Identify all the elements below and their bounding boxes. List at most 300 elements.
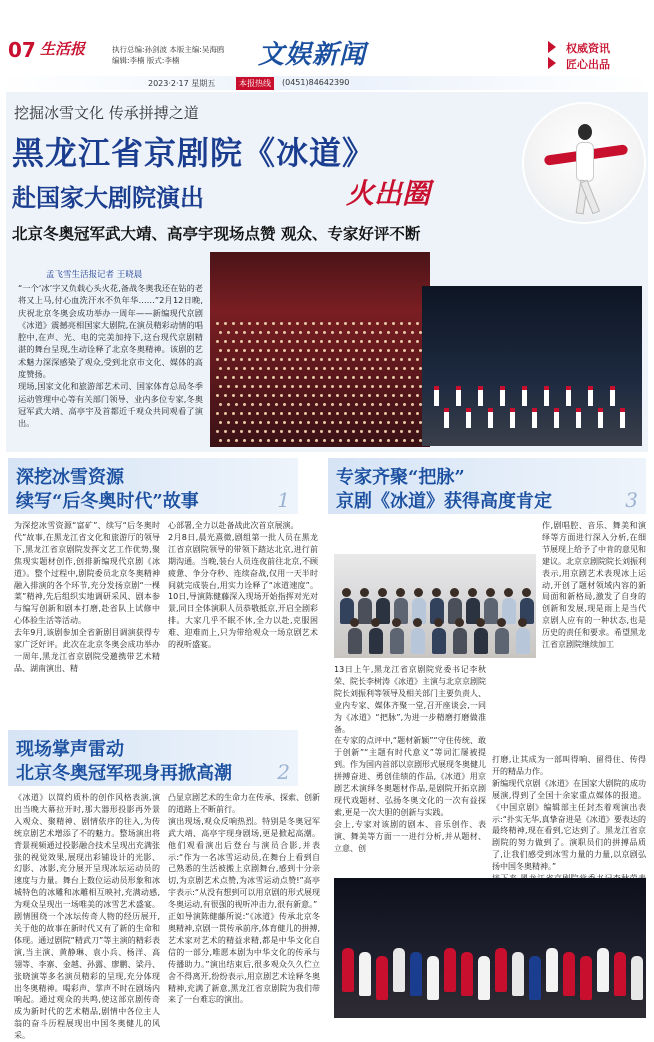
audience-dot: [235, 367, 238, 370]
audience-dot: [283, 421, 286, 424]
audience-dot: [264, 358, 267, 361]
audience-dot: [267, 367, 270, 370]
audience-dot: [243, 439, 246, 442]
audience-dot: [259, 349, 262, 352]
audience-dot: [347, 331, 350, 334]
audience-dot: [296, 430, 299, 433]
audience-dot: [251, 421, 254, 424]
audience-dot: [363, 349, 366, 352]
audience-dot: [368, 376, 371, 379]
staff-line-1: 执行总编:孙剑波 本版主编:吴海鸥: [112, 45, 225, 54]
audience-dot: [283, 331, 286, 334]
audience-dot: [368, 340, 371, 343]
audience-dot: [272, 394, 275, 397]
audience-dot: [395, 331, 398, 334]
audience-dot: [315, 385, 318, 388]
audience-dot: [283, 439, 286, 442]
audience-dot: [320, 358, 323, 361]
audience-dot: [371, 349, 374, 352]
audience-dot: [232, 412, 235, 415]
audience-dot: [360, 430, 363, 433]
audience-dot: [259, 367, 262, 370]
audience-dot: [376, 358, 379, 361]
cast-member: [580, 956, 592, 1000]
audience-dot: [355, 367, 358, 370]
audience-dot: [336, 376, 339, 379]
audience-dot: [251, 349, 254, 352]
audience-dot: [264, 322, 267, 325]
audience-dot: [227, 403, 230, 406]
audience-dot: [272, 358, 275, 361]
audience-dot: [339, 331, 342, 334]
audience-dot: [248, 412, 251, 415]
audience-dot: [312, 322, 315, 325]
audience-dot: [280, 322, 283, 325]
issue-date: 2023·2·17 星期五: [148, 79, 216, 88]
group-person: [369, 628, 383, 654]
cast-member: [359, 952, 371, 996]
audience-dot: [416, 430, 419, 433]
audience-dot: [368, 358, 371, 361]
audience-dot: [256, 430, 259, 433]
audience-dot: [328, 358, 331, 361]
audience-dot: [307, 349, 310, 352]
audience-dot: [235, 403, 238, 406]
group-person: [516, 628, 530, 654]
audience-dot: [275, 331, 278, 334]
audience-dot: [360, 394, 363, 397]
audience-dot: [291, 367, 294, 370]
audience-dot: [216, 412, 219, 415]
audience-dot: [411, 421, 414, 424]
audience-dot: [384, 430, 387, 433]
audience-dot: [219, 403, 222, 406]
audience-dot: [403, 421, 406, 424]
audience-dot: [355, 439, 358, 442]
audience-dot: [304, 322, 307, 325]
audience-dot: [299, 421, 302, 424]
audience-dot: [331, 385, 334, 388]
group-person-head: [455, 618, 464, 627]
audience-dot: [408, 394, 411, 397]
section3-title-line2: 京剧《冰道》获得高度肯定: [336, 491, 552, 512]
cast-member: [597, 948, 609, 992]
audience-dot: [312, 358, 315, 361]
audience-dot: [360, 412, 363, 415]
audience-dot: [347, 421, 350, 424]
headline-line-2: 赴国家大剧院演出: [12, 184, 204, 212]
performer-figure: [588, 386, 593, 406]
audience-dot: [368, 322, 371, 325]
audience-dot: [307, 367, 310, 370]
audience-dot: [259, 421, 262, 424]
audience-dot: [368, 412, 371, 415]
headline-line-1: 黑龙江省京剧院《冰道》: [12, 134, 376, 172]
audience-dot: [224, 430, 227, 433]
audience-dot: [256, 322, 259, 325]
audience-dot: [416, 412, 419, 415]
cast-member: [495, 948, 507, 992]
audience-dot: [275, 367, 278, 370]
byline: 孟飞雪生活报记者 王晓晨: [46, 270, 143, 280]
audience-dot: [219, 349, 222, 352]
audience-dot: [296, 412, 299, 415]
audience-dot: [371, 367, 374, 370]
audience-dot: [339, 385, 342, 388]
audience-dot: [280, 376, 283, 379]
audience-dot: [267, 421, 270, 424]
audience-dot: [344, 394, 347, 397]
group-person-head: [342, 588, 351, 597]
audience-dot: [219, 331, 222, 334]
audience-dot: [352, 376, 355, 379]
audience-dot: [320, 394, 323, 397]
group-person: [432, 628, 446, 654]
audience-dot: [328, 340, 331, 343]
audience-dot: [411, 367, 414, 370]
group-person: [358, 598, 372, 624]
audience-dot: [336, 358, 339, 361]
audience-dot: [323, 421, 326, 424]
audience-dot: [403, 439, 406, 442]
group-person: [453, 628, 467, 654]
group-person-head: [497, 618, 506, 627]
audience-dot: [411, 403, 414, 406]
group-person-head: [396, 588, 405, 597]
audience-dot: [336, 322, 339, 325]
group-person-head: [504, 588, 513, 597]
section1-number: 1: [277, 488, 290, 512]
section1-heading: [8, 458, 298, 514]
audience-dot: [240, 340, 243, 343]
audience-dot: [403, 403, 406, 406]
audience-dot: [347, 349, 350, 352]
audience-dot: [267, 385, 270, 388]
performer-figure: [620, 408, 625, 428]
group-person-head: [476, 618, 485, 627]
audience-dot: [344, 376, 347, 379]
audience-dot: [264, 340, 267, 343]
audience-dot: [360, 322, 363, 325]
audience-dot: [352, 412, 355, 415]
audience-dot: [352, 340, 355, 343]
audience-dot: [227, 349, 230, 352]
group-person: [348, 628, 362, 654]
audience-dot: [304, 358, 307, 361]
audience-dot: [416, 376, 419, 379]
audience-dot: [320, 430, 323, 433]
stage-performance-photo: [422, 286, 642, 446]
audience-dot: [352, 430, 355, 433]
audience-dot: [392, 340, 395, 343]
audience-dot: [307, 331, 310, 334]
audience-dot: [379, 367, 382, 370]
audience-dot: [264, 394, 267, 397]
performer-figure: [522, 386, 527, 406]
audience-dot: [280, 358, 283, 361]
audience-dot: [392, 322, 395, 325]
section1-title-line2: 续写“后冬奥时代”故事: [16, 491, 199, 512]
dancer-photo: [522, 102, 646, 224]
group-person-head: [434, 618, 443, 627]
cast-member: [444, 948, 456, 992]
audience-dot: [224, 358, 227, 361]
audience-dot: [376, 376, 379, 379]
audience-dot: [267, 403, 270, 406]
audience-dot: [288, 358, 291, 361]
audience-dot: [379, 349, 382, 352]
group-person-head: [450, 588, 459, 597]
section-title: 文娱新闻: [258, 40, 367, 70]
expert-group-photo: [334, 554, 536, 658]
audience-dot: [272, 430, 275, 433]
arrow-icon: [548, 57, 556, 69]
cast-member: [410, 952, 422, 996]
audience-dot: [320, 376, 323, 379]
audience-dot: [243, 385, 246, 388]
cast-member: [614, 952, 626, 996]
audience-dot: [371, 421, 374, 424]
audience-dot: [248, 430, 251, 433]
section2-title-line2: 北京冬奥冠军现身再掀高潮: [16, 763, 232, 784]
audience-dot: [248, 358, 251, 361]
audience-dot: [328, 430, 331, 433]
cast-member: [461, 952, 473, 996]
audience-dot: [371, 385, 374, 388]
audience-dot: [320, 340, 323, 343]
audience-dot: [272, 412, 275, 415]
top-story-kicker: 挖掘冰雪文化 传承拼搏之道: [14, 104, 199, 122]
audience-dot: [323, 331, 326, 334]
audience-dot: [392, 358, 395, 361]
cast-member: [342, 948, 354, 992]
section1-text-col1: 为深挖冰雪资源“富矿”、续写“后冬奥时代”故事,在黑龙江省文化和旅游厅的领导下,黑龙江省京剧院发挥文艺工作优势,聚焦现实题材创作,创排新编现代京剧《冰道》。整个过程中,剧院委员北京冬奥精神融入排演的各个环节,充分发扬京剧“一棵菜”精神,先后组织实地调研采风、剧本参与编写创新和剧本打磨,赴省队上试修中心体验生活等活动。 去年9月,该剧参加全省新剧目调演获得专家广泛好评。此次在北京冬奥会成功举办一周年,黑龙江省京剧院受邀携带艺术精品、湖南演出、精: [14, 521, 160, 673]
audience-dot: [323, 349, 326, 352]
audience-dot: [259, 331, 262, 334]
group-person-head: [468, 588, 477, 597]
section3-number: 3: [625, 488, 638, 512]
audience-dot: [360, 376, 363, 379]
audience-dot: [344, 430, 347, 433]
audience-dot: [363, 403, 366, 406]
audience-dot: [299, 403, 302, 406]
section1-text-col2: 心部署,全力以赴备战此次首京展演。 2月8日,晨光熹微,剧组第一批人员在黑龙江省京剧院领导的带领下踏达北京,进行前期沟通。当晚,装台人员连夜前往北京,不顾疲惫、争分夺秒、连续奋战,仅用一天半时间就完成装台,用实力诠释了“冰道速度”。10日,导演陈健藤深入现场开始指挥对光对景,同日全体演职人员恭敬抵京,开启全剧彩排。大家几乎不眠不休,全力以赴,克服困难、迎难而上,只为带给观众一场京剧艺术的视听盛宴。: [168, 521, 318, 650]
audience-dot: [408, 376, 411, 379]
section3-text-right2: 打磨,让其成为一部叫得响、留得住、传得开的精品力作。 新编现代京剧《冰道》在国家大剧院的成功展演,得到了全国十余家重点媒体的报道。《中国京剧》编辑部主任封杰着观演出表示:“扑实无华,真挚奋进是《冰道》要表达的最终精神,现在看到,它达到了。黑龙江省京剧院的努力做到了。演职员们的拼搏品质了,让我们感受到冰雪力量的力量,以京剧弘扬中国冬奥精神。”: [492, 755, 646, 872]
audience-dot: [219, 439, 222, 442]
audience-dot: [411, 439, 414, 442]
audience-dot: [395, 367, 398, 370]
audience-dot: [240, 430, 243, 433]
audience-dot: [336, 394, 339, 397]
group-person-head: [360, 588, 369, 597]
audience-dot: [387, 349, 390, 352]
audience-dot: [379, 403, 382, 406]
audience-dot: [395, 349, 398, 352]
audience-dot: [248, 322, 251, 325]
audience-dot: [395, 385, 398, 388]
audience-dot: [296, 358, 299, 361]
audience-dot: [339, 421, 342, 424]
audience-dot: [272, 322, 275, 325]
audience-dot: [243, 367, 246, 370]
audience-dot: [235, 331, 238, 334]
performer-figure: [434, 386, 439, 406]
cast-member: [393, 948, 405, 992]
audience-dot: [328, 322, 331, 325]
audience-dot: [320, 322, 323, 325]
audience-dot: [240, 322, 243, 325]
audience-dot: [400, 412, 403, 415]
audience-dot: [323, 403, 326, 406]
audience-dot: [355, 421, 358, 424]
audience-dot: [363, 367, 366, 370]
audience-dot: [363, 385, 366, 388]
performer-figure: [598, 408, 603, 428]
audience-dot: [379, 385, 382, 388]
audience-dot: [376, 412, 379, 415]
audience-dot: [339, 403, 342, 406]
audience-dot: [312, 394, 315, 397]
audience-dot: [280, 340, 283, 343]
audience-dot: [379, 421, 382, 424]
cast-member: [546, 948, 558, 992]
audience-dot: [411, 331, 414, 334]
audience-dot: [355, 385, 358, 388]
audience-dot: [288, 322, 291, 325]
curtain-call-photo: [334, 878, 646, 1018]
audience-dot: [312, 430, 315, 433]
audience-dot: [235, 385, 238, 388]
audience-dot: [400, 358, 403, 361]
audience-dot: [408, 358, 411, 361]
audience-dot: [280, 430, 283, 433]
audience-dot: [339, 349, 342, 352]
audience-dot: [272, 340, 275, 343]
audience-dot: [227, 421, 230, 424]
audience-dot: [227, 439, 230, 442]
audience-dot: [272, 376, 275, 379]
audience-dot: [416, 340, 419, 343]
group-person: [474, 628, 488, 654]
section2-title-line1: 现场掌声雷动: [16, 739, 124, 760]
audience-dot: [400, 376, 403, 379]
audience-dot: [400, 340, 403, 343]
audience-dot: [296, 322, 299, 325]
audience-dot: [275, 349, 278, 352]
audience-dot: [392, 376, 395, 379]
audience-dot: [416, 358, 419, 361]
audience-dot: [235, 349, 238, 352]
group-person-head: [371, 618, 380, 627]
audience-dot: [416, 322, 419, 325]
audience-dot: [240, 394, 243, 397]
section2-text-col1: 《冰道》以简约质朴的创作风格表演,演出当晚大幕拉开时,那大器形投影再外景入观众、聚精神、剧情依序的往入,为传统京剧艺术增添了不的魅力。整场演出将背景视频通过投影融合技术呈现出充满张张的视觉效果,展现出彩铺设计的光影、幻影、冰影,充分展开呈现冰坛运动员的速度与力量。舞台上数位运动员形象和冰城特色的冰雕和冰雕相互映衬,充满动感,为观众呈现出一场唯美的冰雪艺术盛宴。剧情围绕一个冰坛传奇人物的经历展开,关于他的故事在新时代又有了新的生命和体现。通过剧院“精武刀”等主演的精彩表演,当主演、黄静琳、袁小兵、杨洋、高翎等、李寨、金越、孙露、廖鹏、梁丹、张晓演等多名演员精彩的呈现,充分体现出冬奥精神。喝彩声、掌声不时在剧场内响起。通过观众的共鸣,使这部京剧传奇成为新时代的艺术精品,剧情中各位主人翁的奋斗历程展现出中国冬奥健儿的风采。: [14, 793, 160, 1041]
section3-title-line1: 专家齐聚“把脉”: [336, 467, 465, 488]
audience-dot: [216, 394, 219, 397]
audience-dot: [408, 412, 411, 415]
audience-dot: [264, 412, 267, 415]
audience-dot: [299, 349, 302, 352]
audience-dot: [256, 358, 259, 361]
audience-dot: [232, 376, 235, 379]
group-person-head: [432, 588, 441, 597]
audience-dot: [363, 331, 366, 334]
audience-dot: [323, 385, 326, 388]
audience-dot: [275, 403, 278, 406]
audience-dot: [384, 376, 387, 379]
audience-dot: [312, 376, 315, 379]
cast-member: [427, 956, 439, 1000]
group-person-head: [378, 588, 387, 597]
top-story-subhead: 北京冬奥冠军武大靖、高亭宇现场点赞 观众、专家好评不断: [12, 224, 421, 243]
slogan-line-1: 权威资讯: [566, 42, 610, 55]
group-person-head: [414, 588, 423, 597]
group-person: [484, 598, 498, 624]
audience-dot: [219, 385, 222, 388]
audience-dot: [347, 385, 350, 388]
audience-dot: [368, 394, 371, 397]
audience-dot: [296, 376, 299, 379]
group-person-head: [522, 588, 531, 597]
section3-text-right: 作,剧唱腔、音乐、舞美和演绎等方面进行深入分析,在细节展现上给予了中肯的意见和建议。北京京剧院院长刘振利表示,用京剧艺术表现冰上运动,开创了题材领域内容的新局面和新格局,激发了自身的创新和发展,现是雨上是当代京剧人应有的一种状态,也是历史的责任和要求。希望黑龙江省京剧院继续加工: [542, 521, 646, 650]
audience-dot: [232, 394, 235, 397]
audience-dot: [224, 376, 227, 379]
audience-dot: [384, 394, 387, 397]
group-person-head: [392, 618, 401, 627]
audience-dot: [288, 394, 291, 397]
performer-figure: [456, 386, 461, 406]
audience-dot: [256, 394, 259, 397]
audience-dot: [328, 376, 331, 379]
audience-dot: [275, 421, 278, 424]
audience-dot: [320, 412, 323, 415]
audience-dot: [403, 367, 406, 370]
audience-dot: [387, 403, 390, 406]
audience-dot: [304, 412, 307, 415]
audience-dot: [395, 439, 398, 442]
audience-dot: [376, 322, 379, 325]
performer-figure: [566, 386, 571, 406]
audience-dot: [384, 412, 387, 415]
audience-dot: [267, 349, 270, 352]
audience-dot: [291, 439, 294, 442]
audience-dot: [251, 403, 254, 406]
audience-dot: [224, 322, 227, 325]
audience-dot: [363, 421, 366, 424]
audience-dot: [384, 358, 387, 361]
performer-figure: [544, 386, 549, 406]
performer-figure: [444, 408, 449, 428]
section3-text-mid: 13日上午,黑龙江省京剧院党委书记李秋荣、院长李树涛《冰道》主演与北京京剧院院长刘振利等领导及相关部门主要负责人、业内专家、媒体齐聚一堂,召开座谈会,一同为《冰道》“把脉”,为进一步精磨打磨做准备。 在专家的点评中,“题材新颖”“守住传统、敢于创新”“主题有时代意义”等词汇屡被提到。作为国内首部以京剧形式展现冬奥健儿拼搏奋进、勇创佳绩的作品,《冰道》用京剧艺术演绎冬奥题材作品,是剧院开拓京剧现代戏题材、弘扬冬奥文化的一次有益探索,更是一次大胆的创新与实践。 会上,专家对该剧的剧本、音乐创作、表演、舞美等方面一一进行分析,并从题材、立意、创: [334, 665, 486, 853]
audience-dot: [347, 367, 350, 370]
audience-dot: [368, 430, 371, 433]
audience-dot: [371, 439, 374, 442]
cast-member: [563, 952, 575, 996]
hotline-label: 本报热线: [236, 77, 274, 90]
audience-dot: [307, 385, 310, 388]
audience-dot: [392, 394, 395, 397]
cast-member: [631, 956, 643, 1000]
audience-dot: [259, 385, 262, 388]
audience-dot: [243, 331, 246, 334]
audience-dot: [264, 430, 267, 433]
audience-dot: [352, 322, 355, 325]
audience-dot: [376, 430, 379, 433]
lead-paragraph: “一个‘冰’字又负载心头火花,备战冬奥我还在钻的老将又上马,付心血洗汗水不负年华……”2月12日晚,庆祝北京冬奥会成功举办一周年——新编现代京剧《冰道》震撼亮相国家大剧院,在演员精彩动情的唱腔中,在声、光、电的完美加持下,这台现代京剧精湛的舞台呈现,生动诠释了北京冬奥精神。该剧的艺术魅力深深感染了观众,受到北京市文化、媒体的高度赞扬。 现场,国家文化和旅游部艺术司、国家体育总局冬季运动管理中心等有关部门领导、业内多位专家,冬奥冠军武大靖、高亭宇及首都近千观众共同观看了演出。: [18, 283, 203, 429]
section2-heading: [8, 730, 298, 786]
section2-text-col2: 凸显京剧艺术的生命力在传承、探索、创新的道路上不断前行。 演出现场,观众反响热烈。特别是冬奥冠军武大靖、高亭宇现身剧场,更是掀起高潮。他们观看演出后登台与演员合影,并表示:“作为一名冰雪运动员,在舞台上看到自己熟悉的生活被搬上京剧舞台,感到十分亲切,为京剧艺术点赞,为冰雪运动点赞!”高亭宇表示:“从没有想到可以用京剧的形式展现冬奥运动,有很强的视听冲击力,很有新意。” 正如导演陈健藤所说:“《冰道》传承北京冬奥精神,京剧一贯传承前序,体育健儿的拼搏,艺术家对艺术的精益求精,都是中华文化自信的一部分,唯愿本剧为中华文化的传承与传播助力。”演出结束后,很多观众久久伫立舍不得离开,纷纷表示,用京剧艺术诠释冬奥精神,充满了新意,黑龙江省京剧院为我们带来了一台难忘的演出。: [168, 793, 320, 1005]
